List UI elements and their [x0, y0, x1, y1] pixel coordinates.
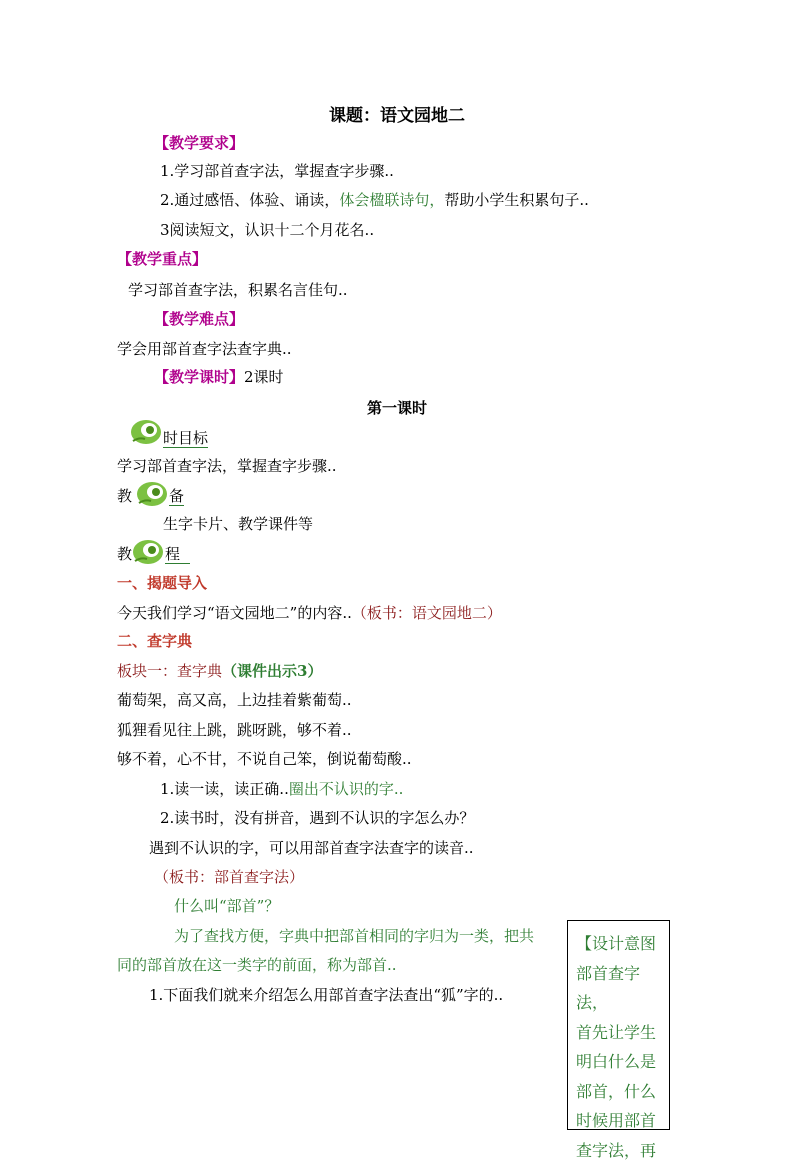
hours-text: 2课时: [244, 368, 284, 386]
difficulties-text: 学会用部首查字法查字典..: [117, 338, 292, 360]
design-intent-line: 【设计意图: [576, 929, 665, 959]
requirements-heading: 【教学要求】: [154, 132, 244, 154]
poem-line-1: 葡萄架，高又高，上边挂着紫葡萄..: [117, 689, 352, 711]
prep-label: [117, 485, 132, 507]
section1-text: [117, 602, 502, 624]
process-label-a: 教: [117, 545, 132, 563]
question-1-a: 1.读一读，读正确..: [160, 780, 289, 798]
design-intent-box: [567, 920, 670, 1130]
requirement-2: [160, 189, 589, 211]
requirement-2-a: 2.通过感悟、体验、诵读，: [160, 191, 339, 209]
process-label: [117, 543, 132, 565]
question-1: [160, 778, 403, 800]
poem-line-3: 够不着，心不甘，不说自己笨，倒说葡萄酸..: [117, 748, 412, 770]
design-intent-line: 部首查字法，: [576, 959, 665, 1018]
hours-line: [154, 366, 284, 388]
block-a: 板块一：查字典: [117, 662, 222, 680]
leaf-icon: [131, 537, 165, 567]
process-label-tail: [165, 543, 190, 565]
design-intent-line: 首先让学生: [576, 1018, 665, 1048]
question-1-b: 圈出不认识的字..: [289, 780, 404, 798]
what-is-radical: 什么叫“部首”？: [174, 895, 279, 917]
section1-text-a: 今天我们学习“语文园地二”的内容..: [117, 604, 352, 622]
prep-text: 生字卡片、教学课件等: [163, 513, 313, 535]
requirement-2-c: 帮助小学生积累句子..: [444, 191, 589, 209]
goal-label: [163, 427, 208, 449]
section1-board: （板书：语文园地二）: [352, 604, 502, 622]
explanation-line-2: 同的部首放在这一类字的前面，称为部首..: [117, 954, 397, 976]
design-intent-line: 时候用部首: [576, 1106, 665, 1136]
intro-line: 1.下面我们就来介绍怎么用部首查字法查出“狐”字的..: [149, 984, 503, 1006]
block-line: [117, 660, 322, 682]
difficulties-heading: 【教学难点】: [154, 308, 244, 330]
block-b: （课件出示3）: [222, 662, 322, 680]
requirement-1: 1.学习部首查字法，掌握查字步骤..: [160, 160, 394, 182]
design-intent-line: 查字法，再: [576, 1136, 665, 1165]
prep-label-a: 教: [117, 487, 132, 505]
hours-heading: 【教学课时】: [154, 368, 244, 386]
answer-text: 遇到不认识的字，可以用部首查字法查字的读音..: [149, 837, 474, 859]
board-note: （板书：部首查字法）: [154, 866, 304, 888]
leaf-icon: [129, 417, 163, 447]
poem-line-2: 狐狸看见往上跳，跳呀跳，够不着..: [117, 719, 352, 741]
section1-heading: 一、揭题导入: [117, 572, 207, 594]
page-title: 课题：语文园地二: [0, 101, 794, 126]
process-label-b: 程: [165, 545, 180, 564]
goal-text: 学习部首查字法，掌握查字步骤..: [117, 455, 337, 477]
key-points-heading: 【教学重点】: [117, 248, 207, 270]
design-intent-line: 明白什么是: [576, 1047, 665, 1077]
requirement-2-b: 体会楹联诗句，: [339, 191, 444, 209]
requirement-3: 3阅读短文，认识十二个月花名..: [160, 219, 374, 241]
prep-label-tail: [169, 485, 184, 507]
question-2: 2.读书时，没有拼音，遇到不认识的字怎么办？: [160, 807, 474, 829]
key-points-text: 学习部首查字法，积累名言佳句..: [128, 279, 348, 301]
section2-heading: 二、查字典: [117, 630, 192, 652]
leaf-icon: [135, 479, 169, 509]
goal-label-text: 时目标: [163, 429, 208, 448]
first-lesson-title: 第一课时: [0, 397, 794, 418]
prep-label-b: 备: [169, 487, 184, 506]
design-intent-line: 部首，什么: [576, 1077, 665, 1107]
explanation-line-1: 为了查找方便，字典中把部首相同的字归为一类，把共: [174, 925, 534, 947]
